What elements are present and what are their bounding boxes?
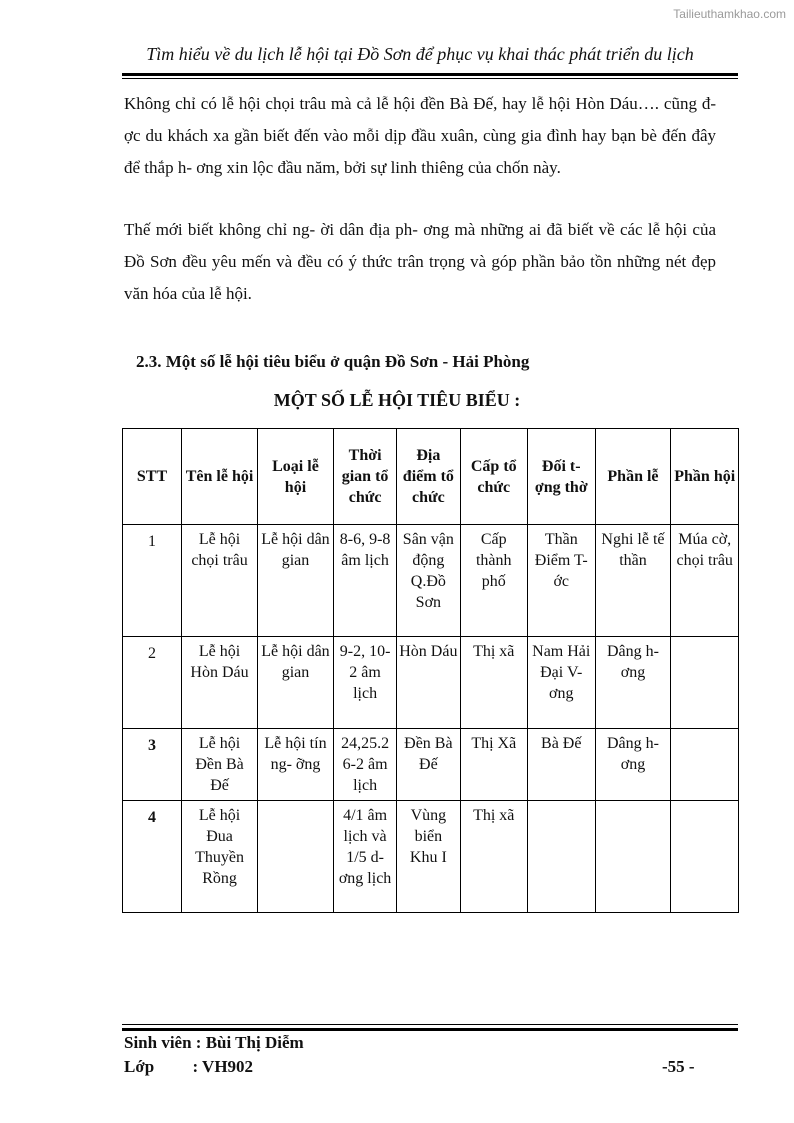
paragraph-2: Thế mới biết không chỉ ng- ời dân địa ph- ơng mà những ai đã biết về các lễ hội của Đồ Sơn đều yêu mến và đều có ý thức trân trọng và góp phần bảo tồn những nét đẹp văn hóa của lễ hội. [124, 220, 716, 303]
row-ceremony [595, 801, 671, 913]
row-festival-type: Lễ hội dân gian [258, 637, 334, 729]
header-rule [122, 73, 738, 76]
watermark: Tailieuthamkhao.com [673, 7, 786, 21]
row-time: 4/1 âm lịch và 1/5 d- ơng lịch [333, 801, 396, 913]
row-time: 24,25.2 6-2 âm lịch [333, 729, 396, 801]
row-festival-type: Lễ hội dân gian [258, 525, 334, 637]
row-time: 9-2, 10-2 âm lịch [333, 637, 396, 729]
row-festival-name: Lễ hội chọi trâu [182, 525, 258, 637]
row-stt: 4 [123, 801, 182, 913]
row-worship-object: Bà Đế [528, 729, 596, 801]
row-festival-type: Lễ hội tín ng- ỡng [258, 729, 334, 801]
header-level: Cấp tổ chức [460, 429, 528, 525]
row-stt: 2 [123, 637, 182, 729]
row-worship-object [528, 801, 596, 913]
row-time: 8-6, 9-8 âm lịch [333, 525, 396, 637]
row-festivity: Múa cờ, chọi trâu [671, 525, 739, 637]
header-festivity: Phần hội [671, 429, 739, 525]
table-header-row [123, 429, 739, 525]
table-row [123, 729, 739, 801]
row-festival-type [258, 801, 334, 913]
table-title: MỘT SỐ LỄ HỘI TIÊU BIỂU : [273, 390, 521, 410]
header-location: Địa điểm tổ chức [397, 429, 460, 525]
row-level: Thị xã [460, 801, 528, 913]
table-row [123, 525, 739, 637]
row-stt: 1 [123, 525, 182, 637]
row-location: Sân vận động Q.Đồ Sơn [397, 525, 460, 637]
row-stt: 3 [123, 729, 182, 801]
class-label: Lớp : VH902 [124, 1057, 254, 1076]
row-festival-name: Lễ hội Đền Bà Đế [182, 729, 258, 801]
running-header-title: Tìm hiểu về du lịch lễ hội tại Đồ Sơn để phục vụ khai thác phát triển du lịch [146, 44, 694, 64]
header-festival-name: Tên lễ hội [182, 429, 258, 525]
header-rule-thin [122, 78, 738, 79]
row-festivity [671, 801, 739, 913]
row-ceremony: Dâng h- ơng [595, 637, 671, 729]
row-level: Cấp thành phố [460, 525, 528, 637]
table-row [123, 801, 739, 913]
footer-rule-thin [122, 1024, 738, 1025]
header-time: Thời gian tổ chức [333, 429, 396, 525]
header-stt: STT [123, 429, 182, 525]
section-heading: 2.3. Một số lễ hội tiêu biểu ở quận Đồ Sơn - Hải Phòng [136, 352, 530, 371]
header-worship-object: Đối t- ợng thờ [528, 429, 596, 525]
row-ceremony: Dâng h- ơng [595, 729, 671, 801]
header-festival-type: Loại lễ hội [258, 429, 334, 525]
row-festivity [671, 729, 739, 801]
header-ceremony: Phần lễ [595, 429, 671, 525]
row-ceremony: Nghi lễ tế thần [595, 525, 671, 637]
footer-rule [122, 1028, 738, 1031]
row-festival-name: Lễ hội Đua Thuyền Rồng [182, 801, 258, 913]
row-worship-object: Nam Hải Đại V- ơng [528, 637, 596, 729]
row-level: Thị Xã [460, 729, 528, 801]
row-location: Vùng biển Khu I [397, 801, 460, 913]
row-festivity [671, 637, 739, 729]
table-row [123, 637, 739, 729]
row-location: Hòn Dáu [397, 637, 460, 729]
page-number: -55 - [662, 1057, 695, 1076]
student-name: Sinh viên : Bùi Thị Diễm [124, 1033, 304, 1052]
paragraph-1: Không chỉ có lễ hội chọi trâu mà cả lễ hội đền Bà Đế, hay lễ hội Hòn Dáu…. cũng đ- ợc du khách xa gần biết đến vào mỗi dịp đầu xuân, cùng gia đình hay bạn bè đến đây để thắp h- ơng xin lộc đầu năm, bởi sự linh thiêng của chốn này. [124, 94, 716, 177]
festival-table [122, 428, 739, 913]
row-festival-name: Lễ hội Hòn Dáu [182, 637, 258, 729]
row-level: Thị xã [460, 637, 528, 729]
row-location: Đền Bà Đế [397, 729, 460, 801]
row-worship-object: Thần Điểm T- ớc [528, 525, 596, 637]
